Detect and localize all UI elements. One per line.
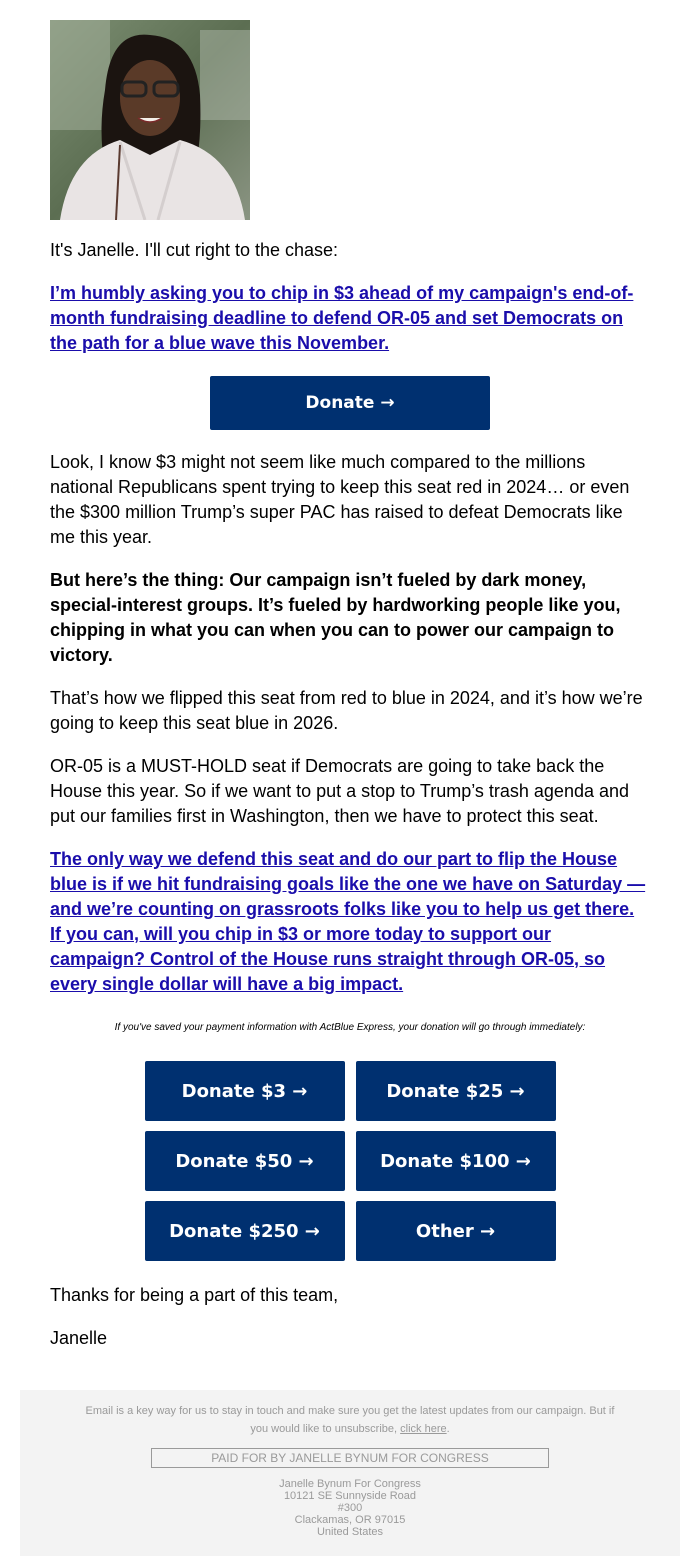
address-line: #300 — [337, 1502, 363, 1514]
donate-other-button[interactable]: Other → — [356, 1201, 556, 1261]
email-footer — [20, 1390, 680, 1556]
donate-50-button[interactable]: Donate $50 → — [145, 1131, 345, 1191]
intro-text: It's Janelle. I'll cut right to the chase: — [50, 240, 339, 260]
unsubscribe-link[interactable]: click here — [400, 1423, 447, 1435]
donate-button[interactable]: Donate → — [210, 376, 490, 430]
mailing-address — [20, 1478, 680, 1538]
donate-3-button[interactable]: Donate $3 → — [145, 1061, 345, 1121]
donate-100-button[interactable]: Donate $100 → — [356, 1131, 556, 1191]
address-line: United States — [316, 1526, 384, 1538]
fine-print-text: Email is a key way for us to stay in touch and make sure you get the latest updates from our campaign. But if you would like to unsubscribe, — [85, 1405, 615, 1435]
paragraph-must-hold: OR-05 is a MUST-HOLD seat if Democrats are going to take back the House this year. So if we want to put a stop to Trump’s trash agenda and put our families first in Washington, then we have to protect this seat. — [50, 756, 630, 826]
paragraph-grassroots: But here’s the thing: Our campaign isn’t fueled by dark money, special-interest groups. It’s fueled by hardworking people like you, chipping in what you can when you can to power our campaign to victory. — [50, 570, 621, 665]
fine-print-end: . — [446, 1423, 450, 1435]
paid-for-disclaimer: PAID FOR BY JANELLE BYNUM FOR CONGRESS — [151, 1448, 549, 1468]
paragraph-comparison: Look, I know $3 might not seem like much compared to the millions national Republicans spent trying to keep this seat red in 2024… or even the $300 million Trump’s super PAC has raised to defeat Democrats like me this year. — [50, 452, 630, 547]
thanks-text: Thanks for being a part of this team, — [50, 1285, 339, 1305]
address-line: Clackamas, OR 97015 — [294, 1514, 406, 1526]
email-body — [50, 20, 650, 1351]
donate-25-button[interactable]: Donate $25 → — [356, 1061, 556, 1121]
address-line: Janelle Bynum For Congress — [279, 1478, 421, 1490]
paragraph-flipped-seat: That’s how we flipped this seat from red to blue in 2024, and it’s how we’re going to keep this seat blue in 2026. — [50, 688, 643, 733]
candidate-photo — [50, 20, 250, 220]
donation-amount-grid — [50, 1061, 650, 1261]
actblue-express-note: If you've saved your payment information with ActBlue Express, your donation will go through immediately: — [114, 1022, 586, 1033]
closing-donate-link[interactable]: The only way we defend this seat and do our part to flip the House blue is if we hit fundraising goals like the one we have on Saturday — and we’re counting on grassroots folks like you to help us get there. If you can, will you chip in $3 or more today to support our campaign? Control of the House runs straight through OR-05, so every single dollar will have a big impact. — [50, 849, 646, 994]
lead-donate-link[interactable]: I’m humbly asking you to chip in $3 ahead of my campaign's end-of-month fundraising deadline to defend OR-05 and set Democrats on the path for a blue wave this November. — [50, 283, 634, 353]
signature: Janelle — [50, 1328, 108, 1348]
donate-250-button[interactable]: Donate $250 → — [145, 1201, 345, 1261]
address-line: 10121 SE Sunnyside Road — [283, 1490, 417, 1502]
unsubscribe-notice — [80, 1402, 620, 1438]
